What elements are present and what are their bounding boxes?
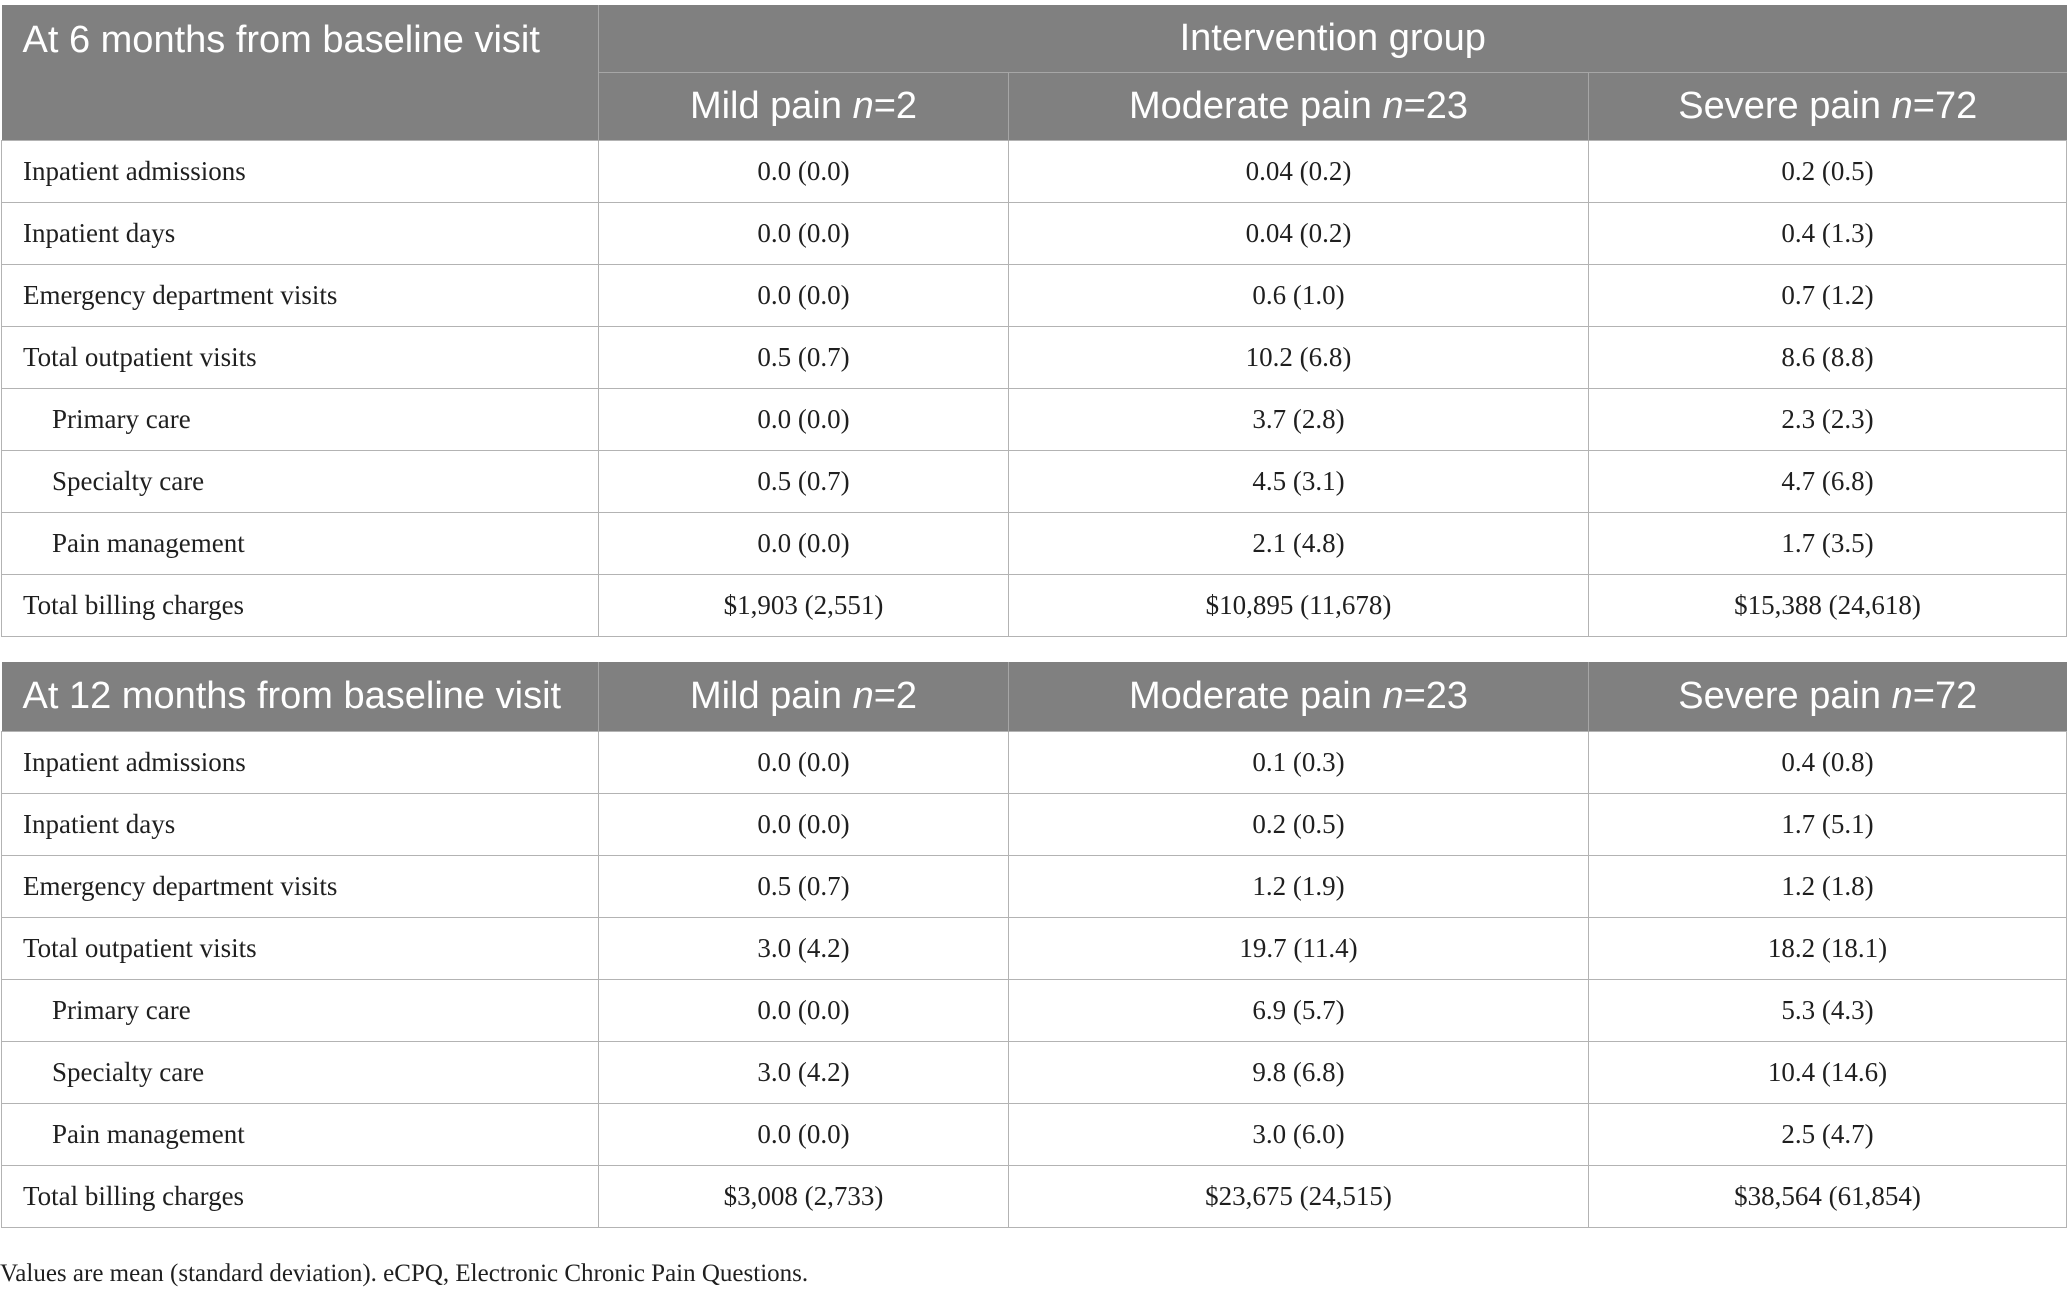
value-cell-mild-pain: 0.0 (0.0)	[599, 202, 1009, 264]
table-row	[2, 264, 2067, 326]
sample-size-symbol: n	[1891, 84, 1913, 127]
table-6-months	[1, 5, 2067, 637]
header-row	[2, 662, 2067, 732]
value-cell-moderate-pain: 0.1 (0.3)	[1009, 732, 1589, 794]
table-row	[2, 856, 2067, 918]
row-label: Emergency department visits	[2, 856, 599, 918]
value-cell-mild-pain: 0.0 (0.0)	[599, 264, 1009, 326]
value-cell-moderate-pain: $10,895 (11,678)	[1009, 574, 1589, 636]
value-cell-mild-pain: 0.0 (0.0)	[599, 732, 1009, 794]
value-cell-severe-pain: 4.7 (6.8)	[1589, 450, 2067, 512]
sample-size-value: =23	[1403, 675, 1469, 717]
table-row	[2, 1104, 2067, 1166]
table-title: At 6 months from baseline visit	[2, 5, 599, 140]
row-label-subcategory: Primary care	[2, 388, 599, 450]
value-cell-moderate-pain: 0.2 (0.5)	[1009, 794, 1589, 856]
sample-size-value: =23	[1403, 84, 1469, 127]
row-label: Total outpatient visits	[2, 326, 599, 388]
sample-size-value: =72	[1912, 84, 1978, 127]
value-cell-mild-pain: 0.5 (0.7)	[599, 450, 1009, 512]
row-label-subcategory: Pain management	[2, 512, 599, 574]
value-cell-severe-pain: 1.2 (1.8)	[1589, 856, 2067, 918]
sample-size-value: =2	[873, 84, 918, 127]
row-label: Emergency department visits	[2, 264, 599, 326]
table-row	[2, 512, 2067, 574]
row-label-subcategory: Pain management	[2, 1104, 599, 1166]
sample-size-symbol: n	[1382, 675, 1404, 717]
value-cell-mild-pain: 3.0 (4.2)	[599, 918, 1009, 980]
row-label-subcategory: Primary care	[2, 980, 599, 1042]
value-cell-severe-pain: 2.3 (2.3)	[1589, 388, 2067, 450]
table-row	[2, 388, 2067, 450]
column-label: Mild pain	[689, 84, 853, 127]
sample-size-symbol: n	[852, 84, 874, 127]
value-cell-severe-pain: 0.4 (0.8)	[1589, 732, 2067, 794]
column-label: Severe pain	[1678, 84, 1892, 127]
value-cell-severe-pain: 0.2 (0.5)	[1589, 140, 2067, 202]
value-cell-moderate-pain: 0.04 (0.2)	[1009, 140, 1589, 202]
value-cell-mild-pain: 3.0 (4.2)	[599, 1042, 1009, 1104]
value-cell-mild-pain: 0.5 (0.7)	[599, 326, 1009, 388]
table-row	[2, 980, 2067, 1042]
sample-size-value: =72	[1912, 675, 1978, 717]
column-label: Moderate pain	[1128, 675, 1383, 717]
value-cell-severe-pain: 10.4 (14.6)	[1589, 1042, 2067, 1104]
value-cell-mild-pain: 0.0 (0.0)	[599, 140, 1009, 202]
value-cell-severe-pain: 18.2 (18.1)	[1589, 918, 2067, 980]
value-cell-mild-pain: 0.5 (0.7)	[599, 856, 1009, 918]
table-row	[2, 1166, 2067, 1228]
row-label-subcategory: Specialty care	[2, 1042, 599, 1104]
value-cell-severe-pain: 5.3 (4.3)	[1589, 980, 2067, 1042]
value-cell-severe-pain: 0.7 (1.2)	[1589, 264, 2067, 326]
value-cell-severe-pain: 2.5 (4.7)	[1589, 1104, 2067, 1166]
table-row	[2, 140, 2067, 202]
column-label: Mild pain	[689, 675, 853, 717]
column-label: Severe pain	[1678, 675, 1892, 717]
column-header-moderate-pain	[1009, 662, 1589, 732]
value-cell-moderate-pain: 0.6 (1.0)	[1009, 264, 1589, 326]
table-title: At 12 months from baseline visit	[2, 662, 599, 732]
value-cell-moderate-pain: 4.5 (3.1)	[1009, 450, 1589, 512]
row-label: Total billing charges	[2, 1166, 599, 1228]
value-cell-mild-pain: 0.0 (0.0)	[599, 388, 1009, 450]
value-cell-moderate-pain: 1.2 (1.9)	[1009, 856, 1589, 918]
value-cell-moderate-pain: 2.1 (4.8)	[1009, 512, 1589, 574]
table-row	[2, 450, 2067, 512]
column-header-moderate-pain	[1009, 72, 1589, 140]
table-footnote: Values are mean (standard deviation). eCPQ, Electronic Chronic Pain Questions.	[0, 1260, 809, 1287]
sample-size-value: =2	[873, 675, 918, 717]
value-cell-severe-pain: $38,564 (61,854)	[1589, 1166, 2067, 1228]
column-header-mild-pain	[599, 662, 1009, 732]
value-cell-moderate-pain: 9.8 (6.8)	[1009, 1042, 1589, 1104]
table-row	[2, 574, 2067, 636]
value-cell-moderate-pain: 10.2 (6.8)	[1009, 326, 1589, 388]
value-cell-mild-pain: $1,903 (2,551)	[599, 574, 1009, 636]
table-row	[2, 1042, 2067, 1104]
sample-size-symbol: n	[1891, 675, 1913, 717]
column-header-mild-pain	[599, 72, 1009, 140]
row-label: Inpatient admissions	[2, 140, 599, 202]
table-row	[2, 202, 2067, 264]
table-12-months	[1, 662, 2067, 1228]
row-label: Inpatient admissions	[2, 732, 599, 794]
value-cell-moderate-pain: 19.7 (11.4)	[1009, 918, 1589, 980]
value-cell-severe-pain: $15,388 (24,618)	[1589, 574, 2067, 636]
table-row	[2, 918, 2067, 980]
value-cell-severe-pain: 1.7 (3.5)	[1589, 512, 2067, 574]
value-cell-mild-pain: 0.0 (0.0)	[599, 980, 1009, 1042]
value-cell-moderate-pain: 3.7 (2.8)	[1009, 388, 1589, 450]
value-cell-moderate-pain: 3.0 (6.0)	[1009, 1104, 1589, 1166]
value-cell-moderate-pain: $23,675 (24,515)	[1009, 1166, 1589, 1228]
column-header-severe-pain	[1589, 72, 2067, 140]
column-header-severe-pain	[1589, 662, 2067, 732]
value-cell-moderate-pain: 6.9 (5.7)	[1009, 980, 1589, 1042]
value-cell-mild-pain: 0.0 (0.0)	[599, 1104, 1009, 1166]
table-row	[2, 326, 2067, 388]
table-row	[2, 732, 2067, 794]
value-cell-moderate-pain: 0.04 (0.2)	[1009, 202, 1589, 264]
group-header: Intervention group	[599, 5, 2067, 72]
value-cell-mild-pain: $3,008 (2,733)	[599, 1166, 1009, 1228]
column-label: Moderate pain	[1128, 84, 1383, 127]
row-label: Total outpatient visits	[2, 918, 599, 980]
table-row	[2, 794, 2067, 856]
row-label-subcategory: Specialty care	[2, 450, 599, 512]
value-cell-severe-pain: 8.6 (8.8)	[1589, 326, 2067, 388]
sample-size-symbol: n	[852, 675, 874, 717]
header-row	[2, 5, 2067, 72]
row-label: Inpatient days	[2, 794, 599, 856]
value-cell-severe-pain: 0.4 (1.3)	[1589, 202, 2067, 264]
value-cell-mild-pain: 0.0 (0.0)	[599, 794, 1009, 856]
value-cell-severe-pain: 1.7 (5.1)	[1589, 794, 2067, 856]
row-label: Inpatient days	[2, 202, 599, 264]
sample-size-symbol: n	[1382, 84, 1404, 127]
row-label: Total billing charges	[2, 574, 599, 636]
value-cell-mild-pain: 0.0 (0.0)	[599, 512, 1009, 574]
